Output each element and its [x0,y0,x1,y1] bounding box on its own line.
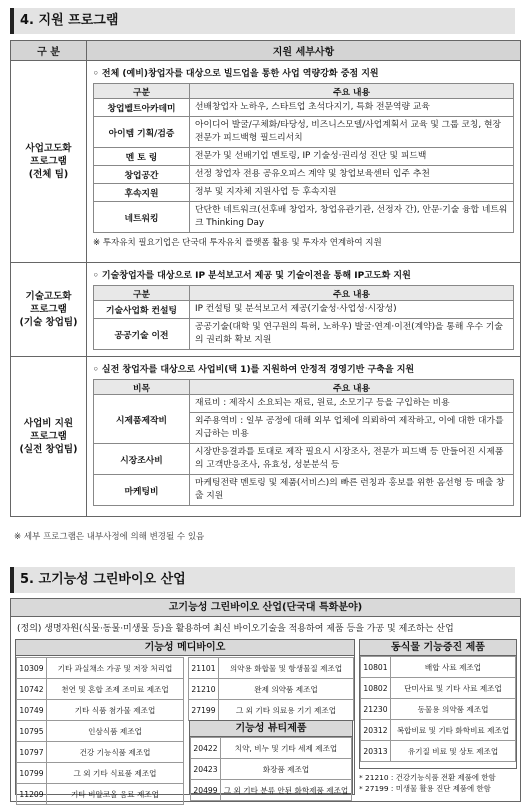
code: 10749 [17,700,47,721]
code: 20423 [191,759,221,780]
greenbio-box [10,598,521,802]
item-content: 재료비 : 제작시 소요되는 재료, 원료, 소모기구 등을 구입하는 비용 [190,395,514,413]
item-content: 정부 및 지자체 지원사업 등 후속지원 [190,184,514,202]
table-row [94,202,514,233]
code: 20312 [361,720,391,741]
inner-header-2: 주요 내용 [190,286,514,301]
industry: 기타 식품 첨가물 제조업 [47,700,184,721]
table-row [94,319,514,350]
table-row [17,700,184,721]
code: 21101 [189,658,219,679]
category-label: 기술고도화 프로그램 (기술 창업팀) [19,291,78,328]
item-name: 네트워킹 [94,202,190,233]
feed-table [360,656,516,762]
category-label: 사업비 지원 프로그램 (실전 창업팀) [19,418,78,455]
inner-header-2: 주요 내용 [190,84,514,99]
industry: 그 외 기타 분류 안된 화학제품 제조업 [221,780,352,801]
table-row [94,148,514,166]
code: 10799 [17,763,47,784]
table-row [191,759,352,780]
code: 10309 [17,658,47,679]
industry: 치약, 비누 및 기타 세제 제조업 [221,738,352,759]
col-detail: 지원 세부사항 [87,41,521,61]
medibio-title: 기능성 메디바이오 [16,640,354,656]
note-27199: * 27199 : 미생물 활용 진단 제품에 한함 [359,784,491,793]
table-row [189,700,354,721]
code: 20313 [361,741,391,762]
table-row [361,678,516,699]
col-category: 구 분 [11,41,87,61]
table-row [361,720,516,741]
item-name: 시장조사비 [94,444,190,475]
item-name: 창업공간 [94,166,190,184]
inner-header-1: 구분 [94,286,190,301]
table-row [17,721,184,742]
industry: 배합 사료 제조업 [391,657,516,678]
industry: 복합비료 및 기타 화학비료 제조업 [391,720,516,741]
code: 10797 [17,742,47,763]
industry: 그 외 기타 식료품 제조업 [47,763,184,784]
category-funding [11,357,87,517]
table-row [361,657,516,678]
industry: 단미사료 및 기타 사료 제조업 [391,678,516,699]
item-name: 멘 토 링 [94,148,190,166]
table-row [17,742,184,763]
support-program-table [10,40,521,517]
item-content: 선배창업자 노하우, 스타트업 초석다지기, 특화 전문역량 교육 [190,99,514,117]
industry: 기타 과실채소 가공 및 저장 처리업 [47,658,184,679]
table-row [17,763,184,784]
item-content: IP 컨설팅 및 분석보고서 제공(기술성·사업성·시장성) [190,301,514,319]
industry: 유기질 비료 및 상토 제조업 [391,741,516,762]
feed-title: 동식물 기능증진 제품 [360,640,516,656]
code: 20422 [191,738,221,759]
beauty-table [190,737,352,801]
table-row [94,301,514,319]
item-content: 외주용역비 : 일부 공정에 대해 외부 업체에 의뢰하여 제작하고, 이에 대한 대가를 지급하는 비용 [190,413,514,444]
item-content: 시장반응결과를 토대로 제작 필요시 시장조사, 전문가 피드백 등 만들어진 시제품의 고객반응조사, 유효성, 성분분석 등 [190,444,514,475]
note-21210: * 21210 : 건강기능식품 전환 제품에 한함 [359,773,496,782]
table-row [94,395,514,413]
table-row [189,658,354,679]
table-row [94,184,514,202]
lead-text: ◦ 전체 (예비)창업자를 대상으로 빌드업을 통한 사업 역량강화 중점 지원 [93,69,379,79]
item-content: 마케팅전략 멘토링 및 제품(서비스)의 빠른 런칭과 홍보를 위한 옴선형 등 매출 창출 지원 [190,475,514,506]
category-tech [11,263,87,357]
detail-tech [87,263,521,357]
business-inner-table [93,83,514,233]
funding-inner-table [93,379,514,506]
medibio-left-table [16,657,184,805]
item-name: 창업벨트아카데미 [94,99,190,117]
code: 10742 [17,679,47,700]
change-footnote: ※ 세부 프로그램은 내부사정에 의해 변경될 수 있음 [14,532,205,542]
inner-header-1: 비목 [94,380,190,395]
table-row [94,475,514,506]
investment-note: ※ 투자유치 필요기업은 단국대 투자유치 플랫폼 활용 및 투자자 연계하여 지원 [93,238,382,248]
industry: 인삼식품 제조업 [47,721,184,742]
lead-text: ◦ 실전 창업자를 대상으로 사업비(택 1)를 지원하여 안정적 경영기반 구축을 지원 [93,365,415,375]
item-name: 기술사업화 컨설팅 [94,301,190,319]
category-business [11,61,87,263]
feed-box [359,639,517,769]
item-content: 단단한 네트워크(선후배 창업자, 창업유관기관, 선정자 간), 안문·기술 융합 네트워크 Thinking Day [190,202,514,233]
table-row [94,166,514,184]
code: 21230 [361,699,391,720]
greenbio-definition: (정의) 생명자원(식물·동물·미생물 등)을 활용하여 최신 바이오기술을 적용하여 제품 등을 가공 및 제조하는 산업 [17,624,454,634]
table-row [17,784,184,805]
item-name: 후속지원 [94,184,190,202]
industry: 동물용 의약품 제조업 [391,699,516,720]
inner-header-1: 구분 [94,84,190,99]
table-row [191,780,352,801]
lead-text: ◦ 기술창업자를 대상으로 IP 분석보고서 제공 및 기술이전을 통해 IP고도화 지원 [93,271,411,281]
code: 11209 [17,784,47,805]
industry: 완제 의약품 제조업 [219,679,354,700]
beauty-box [189,720,353,794]
code: 27199 [189,700,219,721]
section-title: 5. 고기능성 그린바이오 산업 [10,567,515,593]
item-content: 전문가 및 선배기업 멘토링, IP 기술성·권리성 진단 및 피드백 [190,148,514,166]
table-row [361,699,516,720]
code: 10795 [17,721,47,742]
industry: 천연 및 혼합 조제 조미료 제조업 [47,679,184,700]
table-row [94,99,514,117]
code: 21210 [189,679,219,700]
item-content: 선정 창업자 전용 공유오피스 계약 및 창업보육센터 입주 추천 [190,166,514,184]
item-name: 아이템 기획/검증 [94,117,190,148]
detail-business [87,61,521,263]
item-name: 시제품제작비 [94,395,190,444]
item-content: 공공기술(대학 및 연구원의 특허, 노하우) 발굴·연계·이전(계약)을 통해 우수 기술의 권리화 확보 지원 [190,319,514,350]
table-row [361,741,516,762]
table-row [189,679,354,700]
industry: 건강 기능식품 제조업 [47,742,184,763]
detail-funding [87,357,521,517]
category-label: 사업고도화 프로그램 (전체 팀) [25,143,72,180]
item-name: 공공기술 이전 [94,319,190,350]
beauty-title: 기능성 뷰티제품 [190,721,352,737]
table-row [17,658,184,679]
code-notes [359,772,496,794]
table-row [94,117,514,148]
tech-inner-table [93,285,514,350]
inner-header-2: 주요 내용 [190,380,514,395]
item-name: 마케팅비 [94,475,190,506]
table-row [17,679,184,700]
industry: 화장품 제조업 [221,759,352,780]
medibio-right-table [188,657,354,721]
industry: 그 외 기타 의료용 기기 제조업 [219,700,354,721]
code: 10801 [361,657,391,678]
industry: 의약용 화합물 및 항생물질 제조업 [219,658,354,679]
table-row [191,738,352,759]
code: 20499 [191,780,221,801]
section-title: 4. 지원 프로그램 [10,8,515,34]
item-content: 아이디어 발굴/구체화/타당성, 비즈니스모델/사업계획서 교육 및 그룹 코칭, 현장 전문가 피드백형 필드리서치 [190,117,514,148]
greenbio-title: 고기능성 그린바이오 산업(단국대 특화분야) [11,599,520,617]
code: 10802 [361,678,391,699]
industry: 기타 비알코올 음료 제조업 [47,784,184,805]
table-row [94,444,514,475]
